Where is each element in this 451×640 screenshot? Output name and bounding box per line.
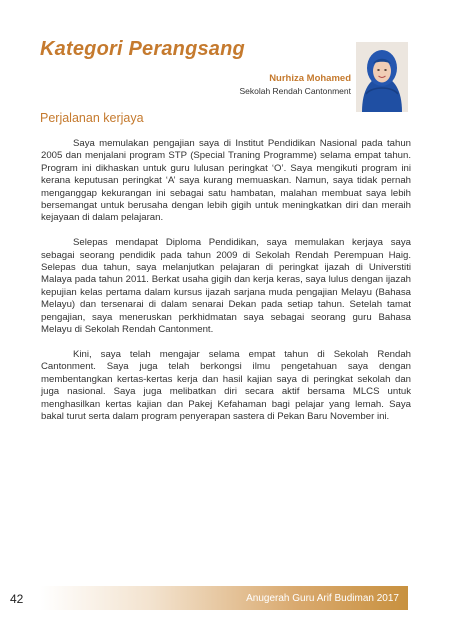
- author-name: Nurhiza Mohamed: [269, 73, 351, 84]
- author-block: [239, 72, 351, 97]
- paragraph: Kini, saya telah mengajar selama empat tahun di Sekolah Rendah Cantonment. Saya juga telah berkongsi ilmu pengetahuan saya dengan membentangkan kertas-kertas kerja dan hasil kajian saya di peringkat sekolah dan juga nasional. Saya juga melibatkan diri secara aktif bersama MLCS untuk menghasilkan kertas kajian dan Pakej Kefahaman bagi pelajar yang lemah. Saya bakal turut serta dalam program penyerapan sastera di Pekan Baru November ini.: [41, 348, 411, 422]
- article-body: [41, 138, 411, 436]
- footer-publication: Anugerah Guru Arif Budiman 2017: [246, 593, 399, 604]
- paragraph: Selepas mendapat Diploma Pendidikan, saya memulakan kerjaya saya sebagai seorang pendidik pada tahun 2009 di Sekolah Rendah Perempuan Haig. Selepas dua tahun, saya melanjutkan pelajaran di peringkat ijazah di Universtiti Malaya pada tahun 2011. Berkat usaha gigih dan kerja keras, saya lulus dengan ijazah kepujian kelas pertama dalam kursus ijazah sarjana muda pengajian Melayu (Bahasa Melayu) dan tersenarai di dalam senarai Dekan pada setiap tahun. Setelah tamat pengajian, saya meneruskan perkhidmatan saya sebagai seorang guru Bahasa Melayu di Sekolah Rendah Cantonment.: [41, 237, 411, 336]
- author-photo: [356, 42, 408, 112]
- author-school: Sekolah Rendah Cantonment: [239, 86, 351, 96]
- page-title: Kategori Perangsang: [40, 38, 245, 60]
- page-number: 42: [10, 592, 24, 606]
- section-heading: Perjalanan kerjaya: [40, 111, 144, 125]
- paragraph: Saya memulakan pengajian saya di Institut Pendidikan Nasional pada tahun 2005 dan menjalani program STP (Special Traning Programme) selama empat tahun. Program ini dikhaskan untuk guru lulusan peringkat ‘O’. Saya mengikuti program ini kerana keputusan peringkat ‘A’ saya kurang memuaskan. Namun, saya tidak pernah menganggap kekurangan ini sebagai satu hambatan, malahan membuat saya lebih bersemangat untuk berusaha dengan lebih gigih untuk meningkatkan diri dan meraih kejayaan di dalam pelajaran.: [41, 138, 411, 224]
- portrait-image: [356, 42, 408, 112]
